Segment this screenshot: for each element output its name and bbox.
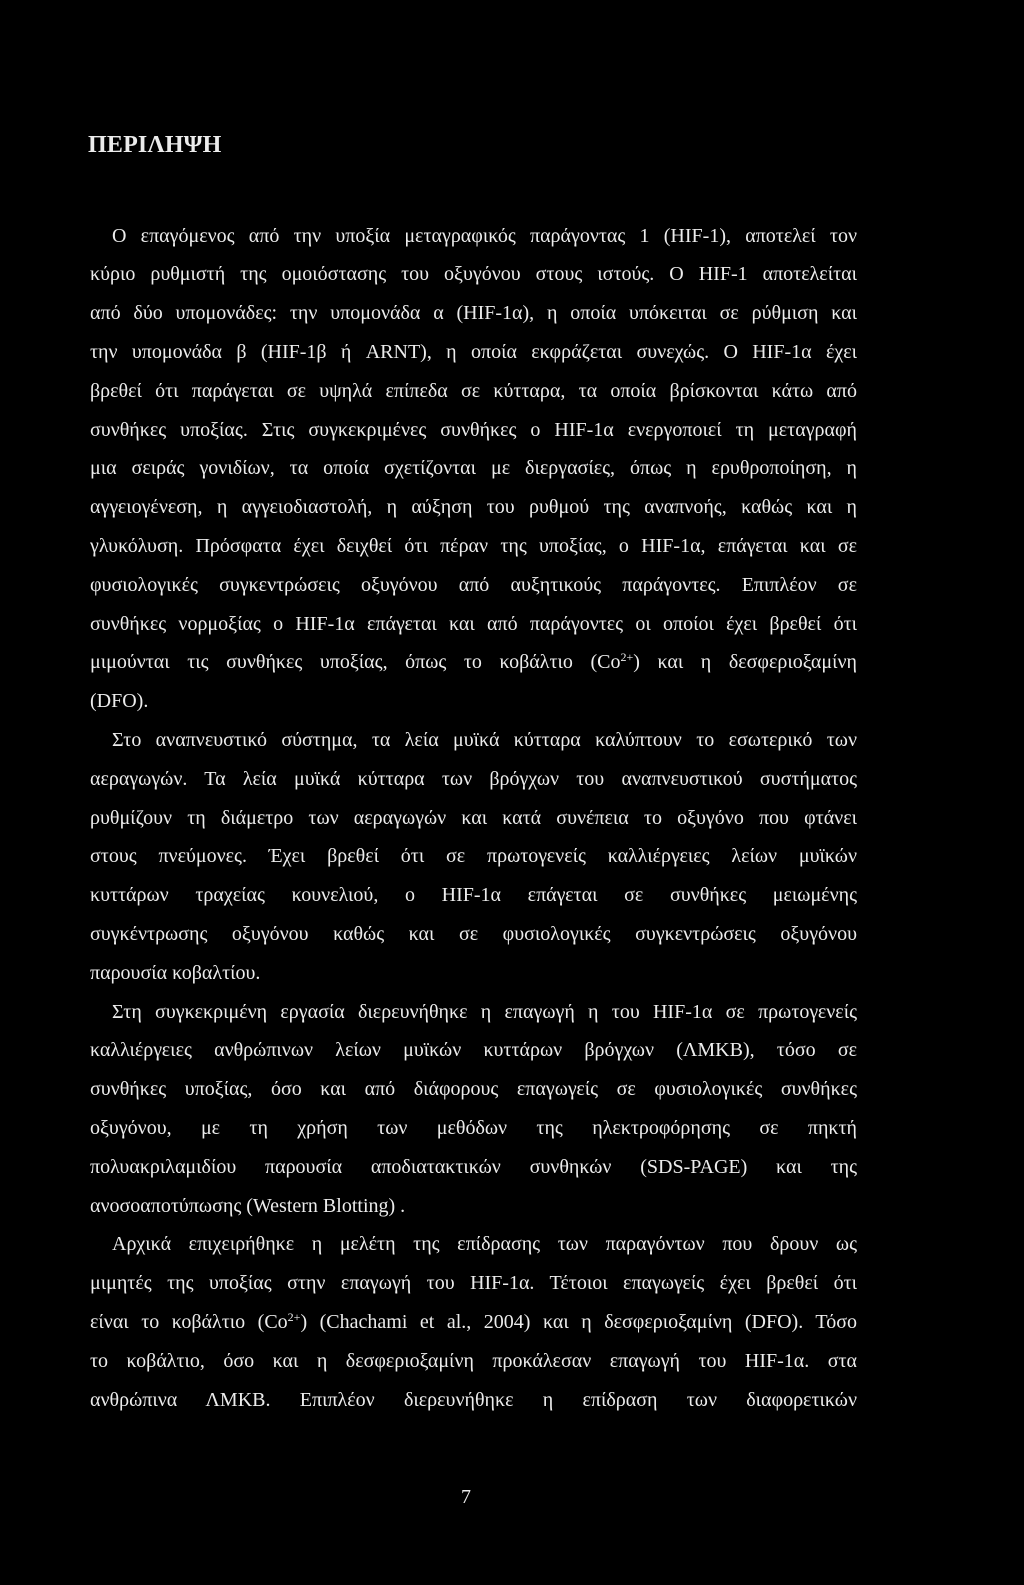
paragraph (90, 1225, 857, 1419)
text-line: κυττάρων τραχείας κουνελιού, ο HIF-1α επάγεται σε συνθήκες μειωμένης (90, 884, 857, 907)
text-line: μια σειράς γονιδίων, τα οποία σχετίζονται με διεργασίες, όπως η ερυθροποίηση, η (90, 457, 857, 480)
text-line: βρεθεί ότι παράγεται σε υψηλά επίπεδα σε κύτταρα, τα οποία βρίσκονται κάτω από (90, 379, 857, 402)
text-line: συγκέντρωσης οξυγόνου καθώς και σε φυσιολογικές συγκεντρώσεις οξυγόνου (90, 922, 857, 945)
page-number: 7 (461, 1486, 471, 1508)
text-run: μιμούνται τις συνθήκες υποξίας, όπως το κοβάλτιο (Co (90, 651, 621, 674)
text-line: κύριο ρυθμιστή της ομοιόστασης του οξυγόνου στους ιστούς. Ο HIF-1 αποτελείται (90, 263, 857, 286)
text-line: (DFO). (90, 690, 149, 713)
text-line: συνθήκες νορμοξίας ο HIF-1α επάγεται και από παράγοντες οι οποίοι έχει βρεθεί ότι (90, 612, 857, 635)
text-run: είναι το κοβάλτιο (Co (90, 1310, 288, 1333)
text-line: το κοβάλτιο, όσο και η δεσφεριοξαμίνη προκάλεσαν επαγωγή του HIF-1α. στα (90, 1349, 857, 1372)
paragraph (90, 721, 857, 993)
text-line: πολυακριλαμιδίου παρουσία αποδιατακτικών συνθηκών (SDS-PAGE) και της (90, 1155, 857, 1178)
text-line: οξυγόνου, με τη χρήση των μεθόδων της ηλεκτροφόρησης σε πηκτή (90, 1116, 857, 1139)
text-line (90, 1303, 857, 1342)
text-line: Στη συγκεκριμένη εργασία διερευνήθηκε η επαγωγή η του HIF-1α σε πρωτογενείς (112, 1000, 857, 1023)
superscript: 2+ (620, 650, 634, 665)
text-line: μιμητές της υποξίας στην επαγωγή του HIF-1α. Τέτοιοι επαγωγείς έχει βρεθεί ότι (90, 1272, 857, 1295)
text-run: ) και η δεσφεριοξαμίνη (633, 651, 857, 674)
paragraph (90, 217, 857, 721)
text-line: συνθήκες υποξίας. Στις συγκεκριμένες συνθήκες ο HIF-1α ενεργοποιεί τη μεταγραφή (90, 418, 857, 441)
text-line: καλλιέργειες ανθρώπινων λείων μυϊκών κυττάρων βρόγχων (ΛΜΚΒ), τόσο σε (90, 1039, 857, 1062)
text-line: ανοσοαποτύπωσης (Western Blotting) . (90, 1194, 406, 1217)
text-line: συνθήκες υποξίας, όσο και από διάφορους επαγωγείς σε φυσιολογικές συνθήκες (90, 1078, 857, 1101)
text-line: αγγειογένεση, η αγγειοδιαστολή, η αύξηση του ρυθμού της αναπνοής, καθώς και η (90, 496, 857, 519)
paragraph (90, 993, 857, 1226)
superscript: 2+ (287, 1309, 301, 1324)
text-line: Αρχικά επιχειρήθηκε η μελέτη της επίδρασης των παραγόντων που δρουν ως (112, 1233, 857, 1256)
text-line: ανθρώπινα ΛΜΚΒ. Επιπλέον διερευνήθηκε η επίδραση των διαφορετικών (90, 1388, 857, 1411)
text-line: ρυθμίζουν τη διάμετρο των αεραγωγών και κατά συνέπεια το οξυγόνο που φτάνει (90, 806, 857, 829)
text-line: από δύο υπομονάδες: την υπομονάδα α (HIF-1α), η οποία υπόκειται σε ρύθμιση και (90, 302, 857, 325)
text-run: ) (Chachami et al., 2004) και η δεσφεριοξαμίνη (DFO). Τόσο (300, 1310, 857, 1333)
page-title: ΠΕΡΙΛΗΨΗ (88, 132, 222, 158)
text-line: αεραγωγών. Τα λεία μυϊκά κύτταρα των βρόγχων του αναπνευστικού συστήματος (90, 767, 857, 790)
text-line: Στο αναπνευστικό σύστημα, τα λεία μυϊκά κύτταρα καλύπτουν το εσωτερικό των (112, 728, 857, 751)
text-line (90, 643, 857, 682)
text-line: στους πνεύμονες. Έχει βρεθεί ότι σε πρωτογενείς καλλιέργειες λείων μυϊκών (90, 845, 857, 868)
text-line: Ο επαγόμενος από την υποξία μεταγραφικός παράγοντας 1 (HIF-1), αποτελεί τον (112, 224, 857, 247)
text-line: γλυκόλυση. Πρόσφατα έχει δειχθεί ότι πέραν της υποξίας, ο HIF-1α, επάγεται και σε (90, 534, 857, 557)
abstract-body (90, 217, 857, 1420)
text-line: παρουσία κοβαλτίου. (90, 961, 261, 984)
text-line: την υπομονάδα β (HIF-1β ή ARNT), η οποία εκφράζεται συνεχώς. Ο HIF-1α έχει (90, 340, 857, 363)
text-line: φυσιολογικές συγκεντρώσεις οξυγόνου από αυξητικούς παράγοντες. Επιπλέον σε (90, 573, 857, 596)
